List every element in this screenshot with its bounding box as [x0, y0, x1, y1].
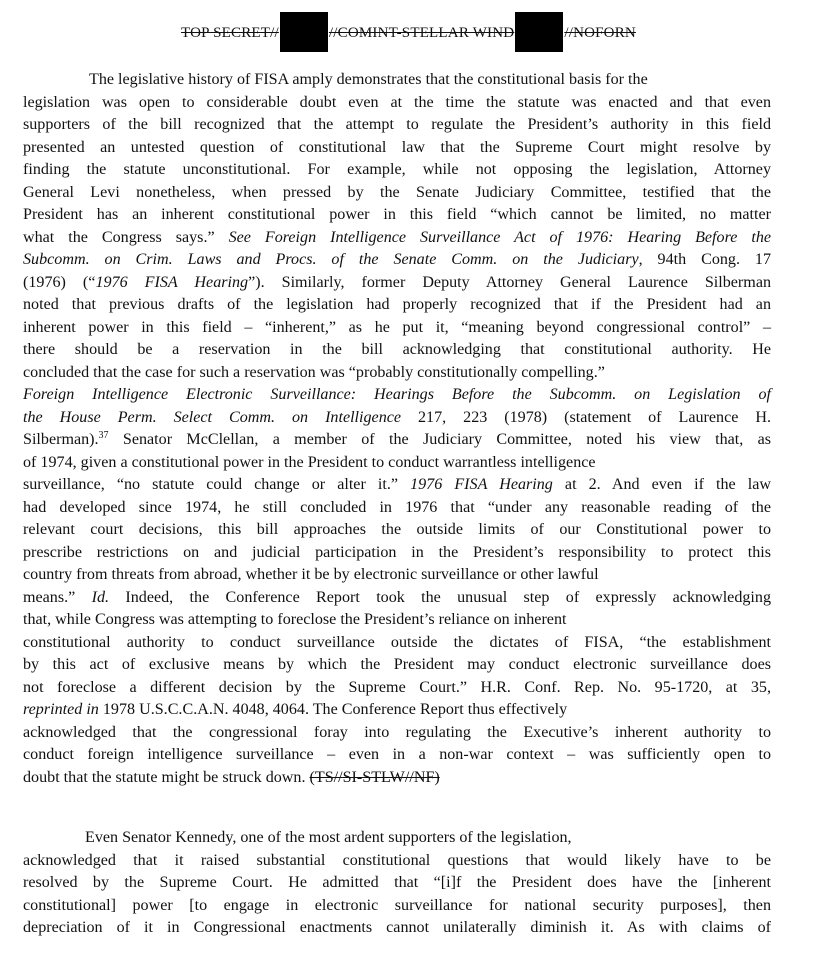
citation: reprinted in: [23, 701, 99, 718]
text-line: [23, 474, 771, 497]
text-line: there should be a reservation in the bill acknowledging that constitutional authority. He: [23, 341, 771, 358]
text-line: by this act of exclusive means by which the President may conduct electronic surveillance does: [23, 656, 771, 673]
text-line: [23, 699, 771, 722]
citation: the House Perm. Select Comm. on Intelligence: [23, 408, 402, 426]
paragraph-senator-kennedy: [23, 827, 771, 940]
text-line: had developed since 1974, he still concluded in 1976 that “under any reasonable reading of the: [23, 498, 771, 516]
text-run: means.”: [23, 588, 92, 606]
text-line: acknowledged that the congressional foray into regulating the Executive’s inherent authority to: [23, 723, 771, 741]
text-line: noted that previous drafts of the legislation had properly recognized that if the President had an: [23, 296, 771, 313]
citation: 1976 FISA Hearing: [410, 476, 553, 493]
text-line: [23, 384, 771, 407]
text-line: resolved by the Supreme Court. He admitted that “[i]f the President does have the [inherent: [23, 874, 771, 891]
text-run: at 2. And even if the law: [552, 476, 772, 493]
redaction-box: [280, 12, 328, 52]
text-line: of 1974, given a constitutional power in the President to conduct warrantless intelligence: [23, 453, 596, 471]
citation: Foreign Intelligence Electronic Surveillance: Hearings Before the Subcomm. on Legislation of: [23, 386, 771, 403]
redaction-box: [515, 12, 563, 52]
footnote-marker: 37: [98, 430, 109, 441]
text-run: 1978 U.S.C.C.A.N. 4048, 4064. The Conference Report thus effectively: [98, 701, 568, 718]
text-line: supporters of the bill recognized that the attempt to regulate the President’s authority in this field: [23, 116, 771, 133]
text-run: Silberman).: [23, 431, 99, 448]
portion-marking: (TS//SI-STLW//NF): [309, 768, 440, 786]
text-line: legislation was open to considerable doubt even at the time the statute was enacted and that even: [23, 93, 771, 111]
text-run: (1976) (“: [23, 273, 96, 291]
banner-compartment-text: //COMINT-STELLAR WIND: [328, 25, 515, 41]
text-run: , 94th Cong. 17: [638, 251, 771, 268]
text-run: ”). Similarly, former Deputy Attorney General Laurence Silberman: [248, 273, 772, 291]
classification-banner: [0, 12, 817, 52]
text-line: concluded that the case for such a reservation was “probably constitutionally compelling.”: [23, 363, 605, 381]
text-line: [23, 249, 771, 272]
banner-classification-text: TOP SECRET//: [181, 25, 279, 41]
text-line: [23, 272, 771, 295]
paragraph-fisa-history: [23, 69, 771, 789]
text-run: 217, 223 (1978) (statement of Laurence H.: [401, 408, 771, 426]
text-line: [23, 407, 771, 430]
text-line: country from threats from abroad, whether it be by electronic surveillance or other lawful: [23, 566, 599, 583]
text-line: [23, 767, 771, 790]
citation: 1976 FISA Hearing: [95, 273, 249, 291]
text-line: Even Senator Kennedy, one of the most ardent supporters of the legislation,: [85, 829, 572, 846]
citation: Id.: [91, 588, 110, 606]
text-run: Senator McClellan, a member of the Judiciary Committee, noted his view that, as: [108, 431, 771, 448]
text-line: conduct foreign intelligence surveillance – even in a non-war context – was sufficiently open to: [23, 746, 771, 763]
text-line: not foreclose a different decision by the Supreme Court.” H.R. Conf. Rep. No. 95-1720, at 35,: [23, 678, 771, 696]
text-line: President has an inherent constitutional power in this field “which cannot be limited, no matter: [23, 206, 771, 223]
text-line: [23, 429, 771, 452]
text-run: what the Congress says.”: [23, 228, 229, 246]
text-run: doubt that the statute might be struck down.: [23, 768, 310, 786]
text-line: that, while Congress was attempting to foreclose the President’s reliance on inherent: [23, 611, 567, 628]
text-line: relevant court decisions, this bill approaches the outside limits of our Constitutional power to: [23, 521, 771, 538]
text-line: inherent power in this field – “inherent,” as he put it, “meaning beyond congressional control” –: [23, 318, 771, 336]
text-line: acknowledged that it raised substantial constitutional questions that would likely have to be: [23, 851, 771, 869]
citation: Subcomm. on Crim. Laws and Procs. of the Senate Comm. on the Judiciary: [23, 251, 639, 268]
text-line: presented an untested question of constitutional law that the Supreme Court might resolve by: [23, 138, 771, 156]
text-line: General Levi nonetheless, when pressed by the Senate Judiciary Committee, testified that the: [23, 183, 771, 201]
text-line: The legislative history of FISA amply demonstrates that the constitutional basis for the: [89, 71, 648, 88]
text-line: constitutional] power [to engage in electronic surveillance for national security purposes], then: [23, 896, 771, 914]
text-line: depreciation of it in Congressional enactments cannot unilaterally diminish it. As with claims of: [23, 919, 771, 936]
citation: See Foreign Intelligence Surveillance Act of 1976: Hearing Before the: [228, 228, 772, 246]
text-line: finding the statute unconstitutional. For example, while not opposing the legislation, Attorney: [23, 161, 771, 178]
text-run: Indeed, the Conference Report took the unusual step of expressly acknowledging: [109, 588, 771, 606]
banner-dissemination-text: //NOFORN: [564, 25, 636, 41]
text-line: constitutional authority to conduct surveillance outside the dictates of FISA, “the establishment: [23, 633, 771, 651]
text-line: [23, 587, 771, 610]
text-line: [23, 227, 771, 250]
text-run: surveillance, “no statute could change or alter it.”: [23, 476, 411, 493]
text-line: prescribe restrictions on and judicial participation in the President’s responsibility to protect this: [23, 543, 771, 561]
